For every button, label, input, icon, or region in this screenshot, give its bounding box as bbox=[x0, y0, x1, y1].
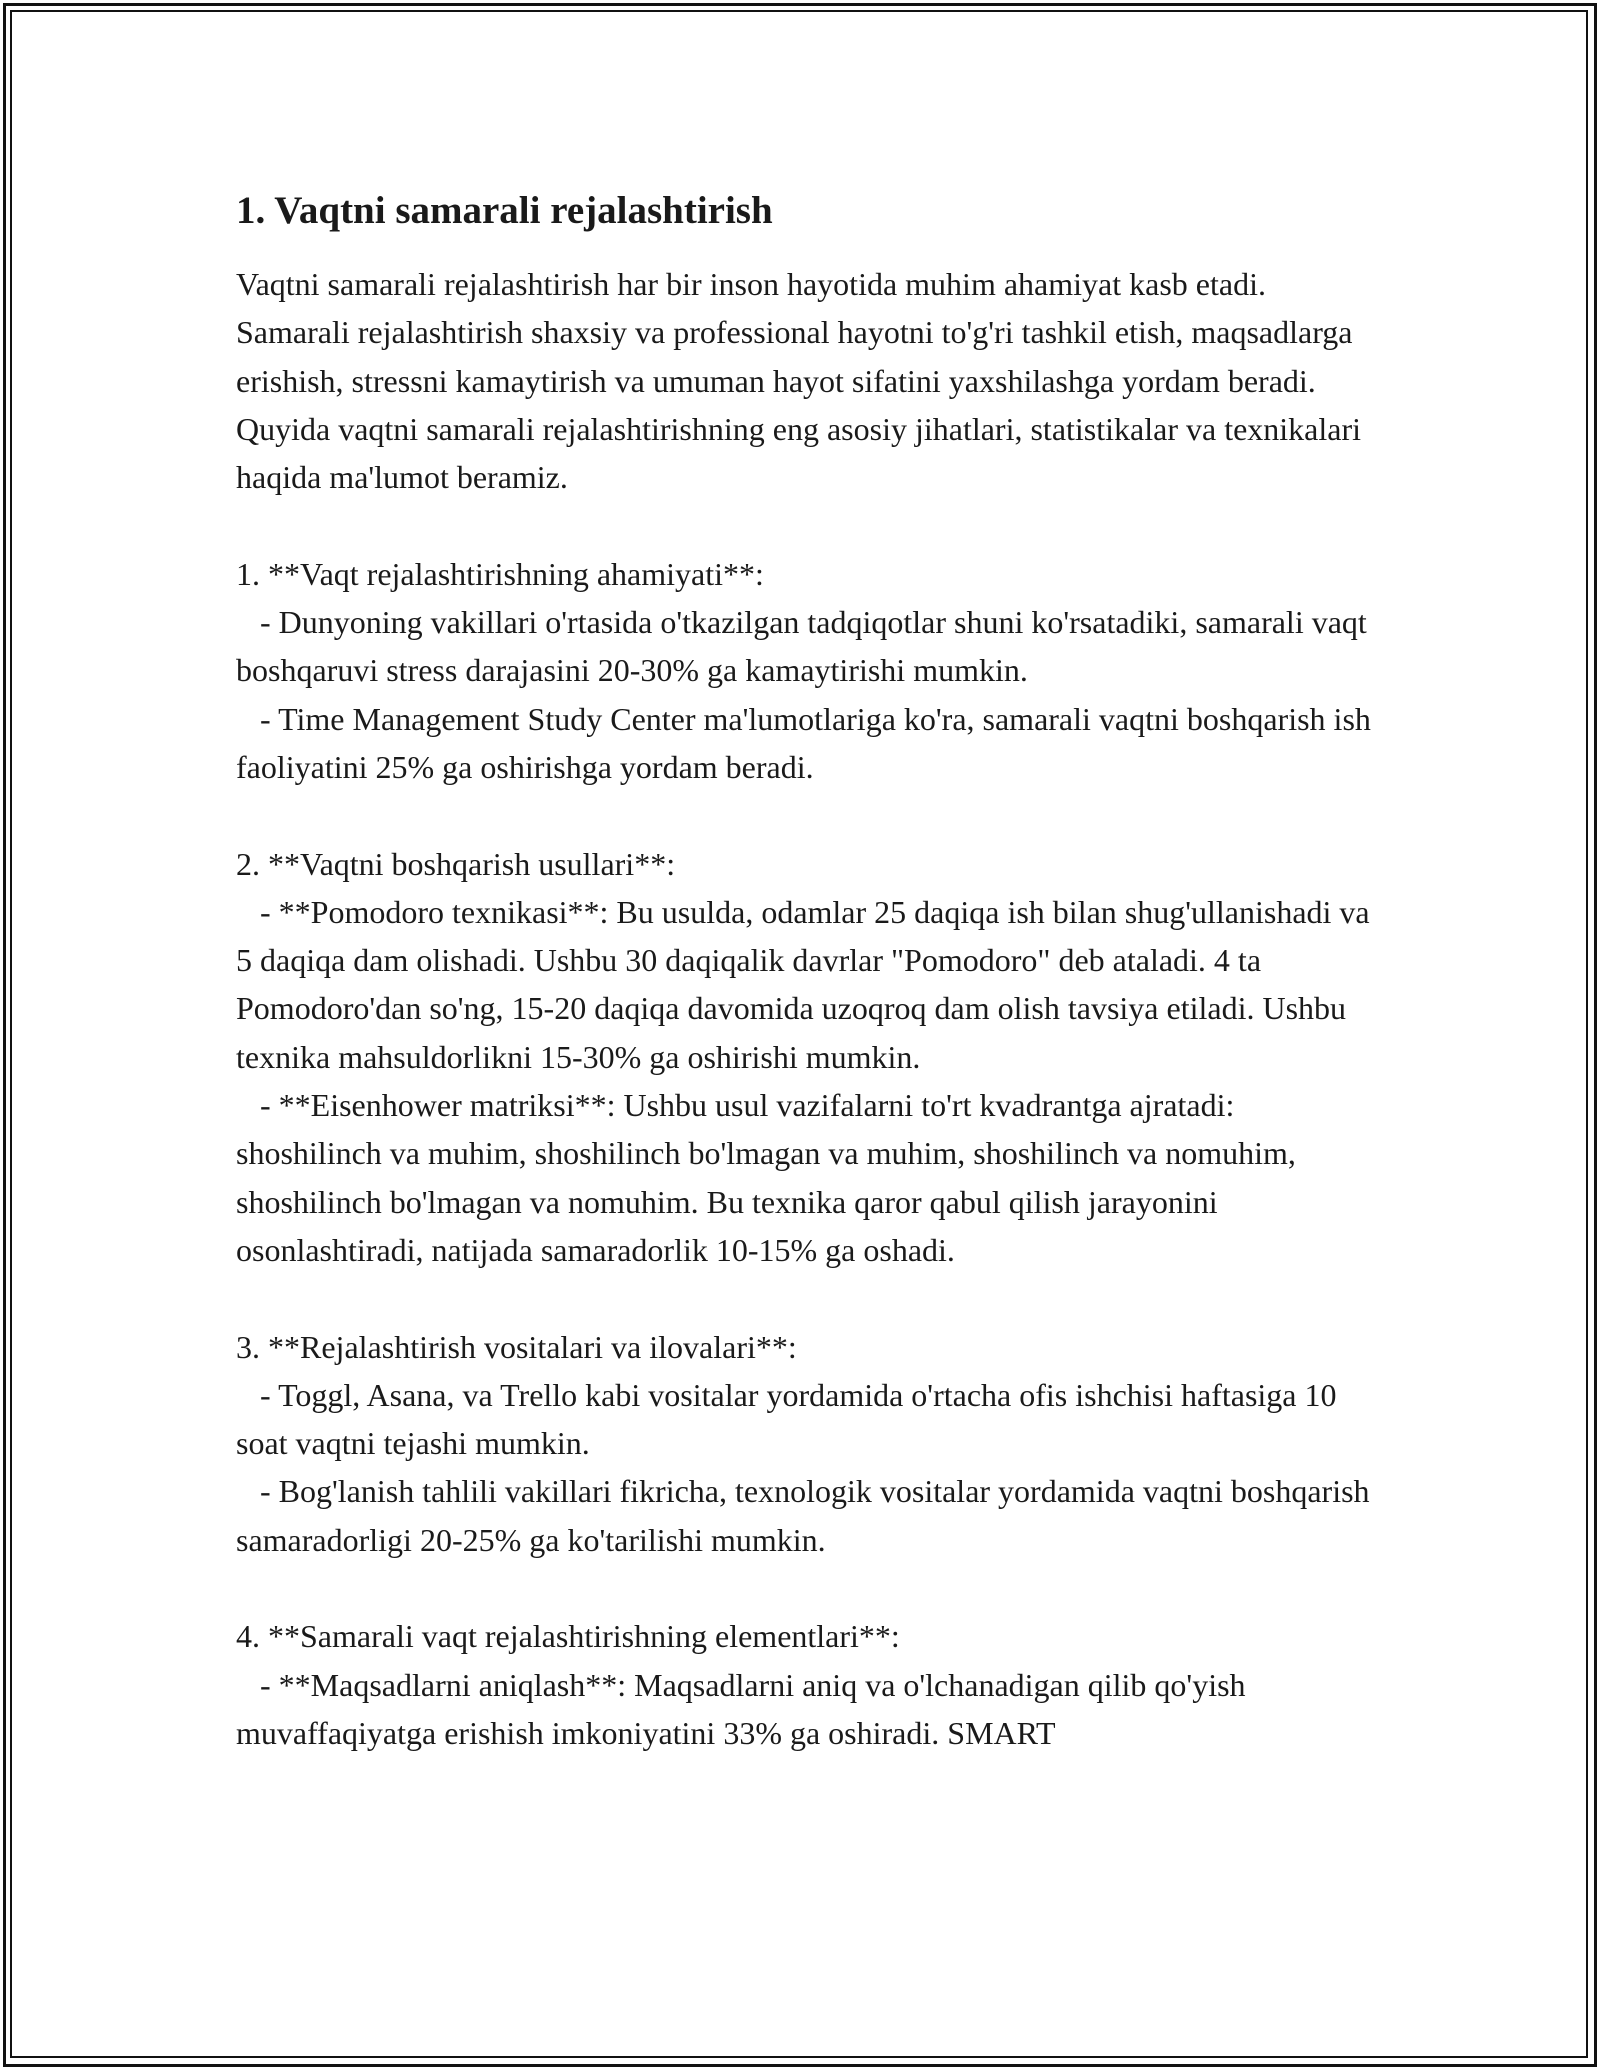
spacer bbox=[236, 791, 1381, 839]
section-bullet: - Bog'lanish tahlili vakillari fikricha, texnologik vositalar yordamida vaqtni boshqarish samaradorligi 20-25% ga ko'tarilishi mumkin. bbox=[236, 1473, 1378, 1558]
spacer bbox=[236, 1274, 1381, 1322]
intro-paragraph: Vaqtni samarali rejalashtirish har bir inson hayotida muhim ahamiyat kasb etadi. Samarali rejalashtirish shaxsiy va professional hayotni to'g'ri tashkil etish, maqsadlarga erishish, stressni kamaytirish va umuman hayot sifatini yaxshilashga yordam beradi. Quyida vaqtni samarali rejalashtirishning eng asosiy jihatlari, statistikalar va texnikalari haqida ma'lumot beramiz. bbox=[236, 266, 1362, 496]
section-bullet: - Dunyoning vakillari o'rtasida o'tkazilgan tadqiqotlar shuni ko'rsatadiki, samarali vaqt boshqaruvi stress darajasini 20-30% ga kamaytirishi mumkin. bbox=[236, 604, 1375, 689]
section-title: 4. **Samarali vaqt rejalashtirishning elementlari**: bbox=[236, 1618, 900, 1655]
section-bullet: - **Maqsadlarni aniqlash**: Maqsadlarni aniq va o'lchanadigan qilib qo'yish muvaffaqiyatga erishish imkoniyatini 33% ga oshiradi. SMART bbox=[236, 1666, 1254, 1751]
section-title: 1. **Vaqt rejalashtirishning ahamiyati**: bbox=[236, 555, 764, 592]
section-bullet: - Toggl, Asana, va Trello kabi vositalar yordamida o'rtacha ofis ishchisi haftasiga 10 soat vaqtni tejashi mumkin. bbox=[236, 1376, 1345, 1462]
spacer bbox=[236, 1564, 1381, 1612]
section-title: 2. **Vaqtni boshqarish usullari**: bbox=[236, 845, 676, 882]
document-body bbox=[236, 186, 1381, 1757]
section-bullet: - **Eisenhower matriksi**: Ushbu usul vazifalarni to'rt kvadrantga ajratadi: shoshilinch va muhim, shoshilinch bo'lmagan va muhim, shoshilinch va nomuhim, shoshilinch bo'lmagan va nomuhim. Bu texnika qaror qabul qilish jarayonini osonlashtiradi, natijada samaradorlik 10-15% ga oshadi. bbox=[236, 1087, 1304, 1268]
document-heading: 1. Vaqtni samarali rejalashtirish bbox=[236, 189, 773, 232]
section-bullet: - **Pomodoro texnikasi**: Bu usulda, odamlar 25 daqiqa ish bilan shug'ullanishadi va 5 daqiqa dam olishadi. Ushbu 30 daqiqalik davrlar "Pomodoro" deb ataladi. 4 ta Pomodoro'dan so'ng, 15-20 daqiqa davomida uzoqroq dam olish tavsiya etiladi. Ushbu texnika mahsuldorlikni 15-30% ga oshirishi mumkin. bbox=[236, 893, 1378, 1075]
spacer bbox=[236, 501, 1381, 549]
section-bullet: - Time Management Study Center ma'lumotlariga ko'ra, samarali vaqtni boshqarish ish faoliyatini 25% ga oshirishga yordam beradi. bbox=[236, 700, 1379, 785]
section-title: 3. **Rejalashtirish vositalari va ilovalari**: bbox=[236, 1328, 797, 1365]
